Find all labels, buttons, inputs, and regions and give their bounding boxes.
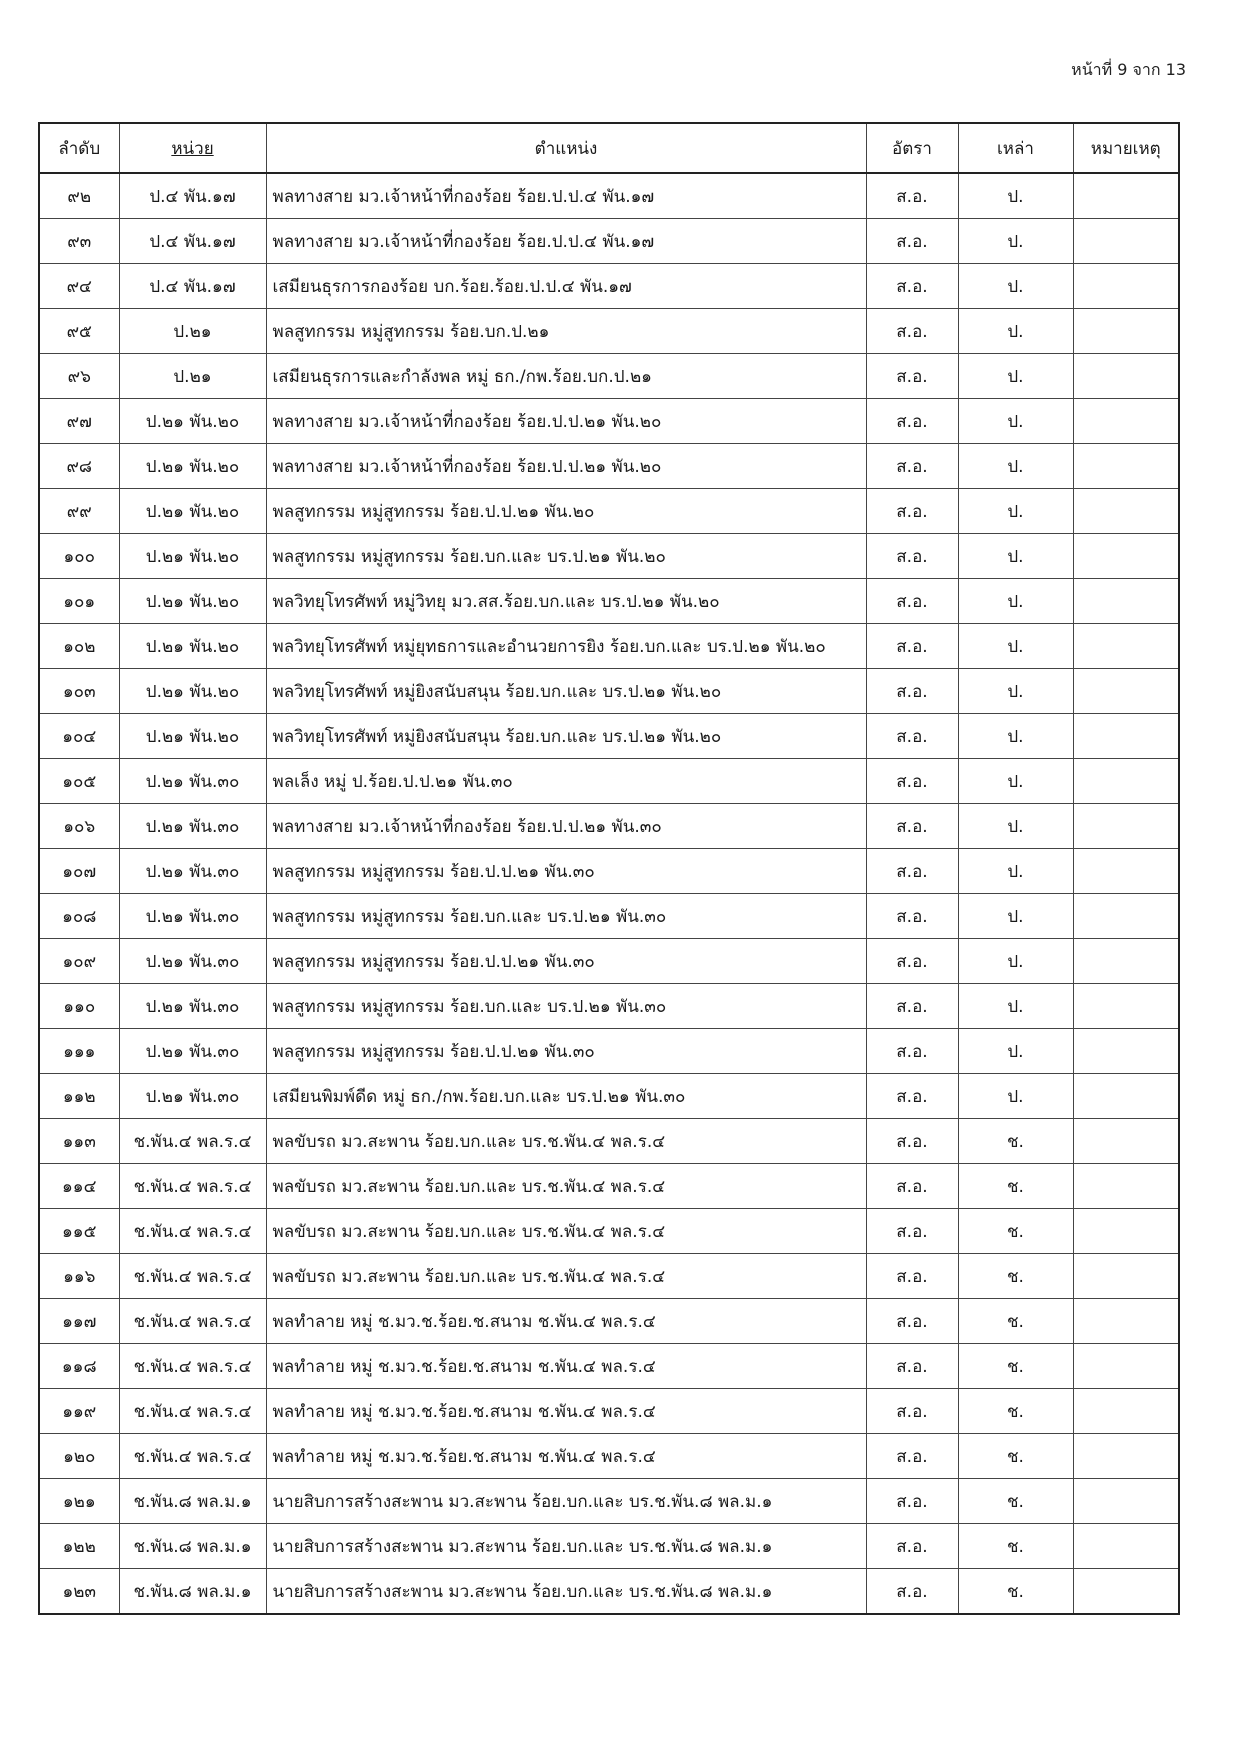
cell-position: พลสูทกรรม หมู่สูทกรรม ร้อย.ป.ป.๒๑ พัน.๓๐ — [266, 849, 866, 894]
cell-note — [1073, 399, 1179, 444]
cell-branch: ช. — [958, 1254, 1073, 1299]
cell-unit: ช.พัน.๔ พล.ร.๔ — [119, 1254, 266, 1299]
cell-seq: ๙๗ — [39, 399, 119, 444]
cell-note — [1073, 1119, 1179, 1164]
cell-branch: ช. — [958, 1344, 1073, 1389]
cell-unit: ป.๔ พัน.๑๗ — [119, 264, 266, 309]
cell-note — [1073, 1434, 1179, 1479]
cell-unit: ช.พัน.๘ พล.ม.๑ — [119, 1569, 266, 1615]
cell-note — [1073, 354, 1179, 399]
table-body — [39, 173, 1179, 1614]
cell-seq: ๑๐๗ — [39, 849, 119, 894]
cell-unit: ป.๒๑ พัน.๒๐ — [119, 489, 266, 534]
cell-position: พลทำลาย หมู่ ช.มว.ช.ร้อย.ช.สนาม ช.พัน.๔ พล.ร.๔ — [266, 1434, 866, 1479]
cell-rate: ส.อ. — [866, 1029, 958, 1074]
cell-unit: ป.๒๑ พัน.๒๐ — [119, 669, 266, 714]
cell-seq: ๙๘ — [39, 444, 119, 489]
cell-position: พลทำลาย หมู่ ช.มว.ช.ร้อย.ช.สนาม ช.พัน.๔ พล.ร.๔ — [266, 1389, 866, 1434]
cell-seq: ๑๑๘ — [39, 1344, 119, 1389]
cell-unit: ช.พัน.๔ พล.ร.๔ — [119, 1299, 266, 1344]
table-row — [39, 489, 1179, 534]
cell-rate: ส.อ. — [866, 1524, 958, 1569]
cell-unit: ช.พัน.๔ พล.ร.๔ — [119, 1119, 266, 1164]
page-number: หน้าที่ 9 จาก 13 — [1071, 60, 1186, 79]
table-row — [39, 1344, 1179, 1389]
cell-unit: ช.พัน.๔ พล.ร.๔ — [119, 1434, 266, 1479]
table-row — [39, 849, 1179, 894]
table-row — [39, 1074, 1179, 1119]
header-unit — [119, 123, 266, 173]
cell-branch: ช. — [958, 1389, 1073, 1434]
cell-seq: ๑๒๑ — [39, 1479, 119, 1524]
cell-position: พลสูทกรรม หมู่สูทกรรม ร้อย.ป.ป.๒๑ พัน.๓๐ — [266, 1029, 866, 1074]
cell-note — [1073, 1164, 1179, 1209]
cell-rate: ส.อ. — [866, 984, 958, 1029]
header-branch: เหล่า — [958, 123, 1073, 173]
cell-rate: ส.อ. — [866, 1074, 958, 1119]
cell-position: พลวิทยุโทรศัพท์ หมู่ยิงสนับสนุน ร้อย.บก.และ บร.ป.๒๑ พัน.๒๐ — [266, 669, 866, 714]
table-row — [39, 444, 1179, 489]
cell-unit: ป.๒๑ พัน.๓๐ — [119, 804, 266, 849]
header-seq: ลำดับ — [39, 123, 119, 173]
cell-branch: ป. — [958, 669, 1073, 714]
cell-unit: ป.๒๑ พัน.๓๐ — [119, 849, 266, 894]
cell-position: เสมียนธุรการและกำลังพล หมู่ ธก./กพ.ร้อย.บก.ป.๒๑ — [266, 354, 866, 399]
cell-seq: ๑๐๖ — [39, 804, 119, 849]
table-row — [39, 1434, 1179, 1479]
cell-seq: ๙๒ — [39, 173, 119, 219]
table-row — [39, 399, 1179, 444]
cell-rate: ส.อ. — [866, 219, 958, 264]
cell-branch: ป. — [958, 579, 1073, 624]
cell-note — [1073, 444, 1179, 489]
cell-seq: ๑๑๗ — [39, 1299, 119, 1344]
cell-position: พลวิทยุโทรศัพท์ หมู่ยุทธการและอำนวยการยิง ร้อย.บก.และ บร.ป.๒๑ พัน.๒๐ — [266, 624, 866, 669]
cell-note — [1073, 804, 1179, 849]
cell-rate: ส.อ. — [866, 714, 958, 759]
cell-rate: ส.อ. — [866, 759, 958, 804]
cell-position: พลสูทกรรม หมู่สูทกรรม ร้อย.บก.และ บร.ป.๒๑ พัน.๒๐ — [266, 534, 866, 579]
cell-note — [1073, 219, 1179, 264]
cell-rate: ส.อ. — [866, 1164, 958, 1209]
cell-note — [1073, 1569, 1179, 1615]
cell-position: พลสูทกรรม หมู่สูทกรรม ร้อย.บก.และ บร.ป.๒๑ พัน.๓๐ — [266, 894, 866, 939]
cell-note — [1073, 939, 1179, 984]
cell-position: พลทางสาย มว.เจ้าหน้าที่กองร้อย ร้อย.ป.ป.๔ พัน.๑๗ — [266, 219, 866, 264]
table-row — [39, 624, 1179, 669]
cell-seq: ๑๐๐ — [39, 534, 119, 579]
cell-note — [1073, 1299, 1179, 1344]
cell-position: เสมียนพิมพ์ดีด หมู่ ธก./กพ.ร้อย.บก.และ บร.ป.๒๑ พัน.๓๐ — [266, 1074, 866, 1119]
cell-unit: ช.พัน.๔ พล.ร.๔ — [119, 1344, 266, 1389]
cell-unit: ช.พัน.๔ พล.ร.๔ — [119, 1164, 266, 1209]
cell-unit: ช.พัน.๘ พล.ม.๑ — [119, 1524, 266, 1569]
cell-note — [1073, 264, 1179, 309]
header-position: ตำแหน่ง — [266, 123, 866, 173]
cell-position: พลขับรถ มว.สะพาน ร้อย.บก.และ บร.ช.พัน.๔ พล.ร.๔ — [266, 1164, 866, 1209]
cell-note — [1073, 173, 1179, 219]
cell-unit: ป.๒๑ พัน.๒๐ — [119, 444, 266, 489]
cell-position: พลทางสาย มว.เจ้าหน้าที่กองร้อย ร้อย.ป.ป.๒๑ พัน.๒๐ — [266, 399, 866, 444]
cell-branch: ช. — [958, 1569, 1073, 1615]
cell-rate: ส.อ. — [866, 624, 958, 669]
cell-position: พลขับรถ มว.สะพาน ร้อย.บก.และ บร.ช.พัน.๔ พล.ร.๔ — [266, 1119, 866, 1164]
cell-rate: ส.อ. — [866, 399, 958, 444]
cell-position: พลทำลาย หมู่ ช.มว.ช.ร้อย.ช.สนาม ช.พัน.๔ พล.ร.๔ — [266, 1299, 866, 1344]
cell-seq: ๑๑๒ — [39, 1074, 119, 1119]
cell-branch: ป. — [958, 309, 1073, 354]
cell-seq: ๑๐๙ — [39, 939, 119, 984]
cell-branch: ป. — [958, 444, 1073, 489]
cell-rate: ส.อ. — [866, 1344, 958, 1389]
cell-position: พลสูทกรรม หมู่สูทกรรม ร้อย.ป.ป.๒๑ พัน.๒๐ — [266, 489, 866, 534]
cell-branch: ป. — [958, 173, 1073, 219]
table-header — [39, 123, 1179, 173]
table-row — [39, 1479, 1179, 1524]
table-row — [39, 714, 1179, 759]
cell-note — [1073, 534, 1179, 579]
cell-unit: ป.๔ พัน.๑๗ — [119, 173, 266, 219]
cell-branch: ช. — [958, 1119, 1073, 1164]
cell-unit: ช.พัน.๔ พล.ร.๔ — [119, 1209, 266, 1254]
position-table — [38, 122, 1180, 1615]
cell-unit: ป.๒๑ พัน.๓๐ — [119, 939, 266, 984]
table-row — [39, 264, 1179, 309]
table-row — [39, 759, 1179, 804]
table-row — [39, 1119, 1179, 1164]
cell-seq: ๑๑๙ — [39, 1389, 119, 1434]
cell-rate: ส.อ. — [866, 579, 958, 624]
cell-seq: ๙๔ — [39, 264, 119, 309]
cell-seq: ๑๒๓ — [39, 1569, 119, 1615]
cell-seq: ๑๑๓ — [39, 1119, 119, 1164]
cell-branch: ช. — [958, 1479, 1073, 1524]
cell-unit: ป.๒๑ พัน.๒๐ — [119, 624, 266, 669]
table-row — [39, 1209, 1179, 1254]
cell-unit: ป.๔ พัน.๑๗ — [119, 219, 266, 264]
cell-unit: ป.๒๑ พัน.๒๐ — [119, 714, 266, 759]
cell-note — [1073, 1524, 1179, 1569]
cell-branch: ป. — [958, 894, 1073, 939]
cell-note — [1073, 1074, 1179, 1119]
cell-unit: ป.๒๑ พัน.๒๐ — [119, 579, 266, 624]
cell-rate: ส.อ. — [866, 849, 958, 894]
cell-position: พลเล็ง หมู่ ป.ร้อย.ป.ป.๒๑ พัน.๓๐ — [266, 759, 866, 804]
table-row — [39, 1569, 1179, 1615]
cell-seq: ๑๐๔ — [39, 714, 119, 759]
table-row — [39, 669, 1179, 714]
cell-unit: ป.๒๑ พัน.๓๐ — [119, 1074, 266, 1119]
table-row — [39, 1029, 1179, 1074]
cell-rate: ส.อ. — [866, 534, 958, 579]
cell-position: พลทางสาย มว.เจ้าหน้าที่กองร้อย ร้อย.ป.ป.๒๑ พัน.๒๐ — [266, 444, 866, 489]
cell-rate: ส.อ. — [866, 1209, 958, 1254]
cell-rate: ส.อ. — [866, 894, 958, 939]
cell-branch: ช. — [958, 1299, 1073, 1344]
cell-note — [1073, 894, 1179, 939]
cell-rate: ส.อ. — [866, 669, 958, 714]
cell-seq: ๑๐๑ — [39, 579, 119, 624]
table-row — [39, 1254, 1179, 1299]
cell-branch: ป. — [958, 759, 1073, 804]
cell-unit: ป.๒๑ พัน.๓๐ — [119, 1029, 266, 1074]
cell-position: พลวิทยุโทรศัพท์ หมู่ยิงสนับสนุน ร้อย.บก.และ บร.ป.๒๑ พัน.๒๐ — [266, 714, 866, 759]
cell-note — [1073, 1254, 1179, 1299]
cell-position: นายสิบการสร้างสะพาน มว.สะพาน ร้อย.บก.และ บร.ช.พัน.๘ พล.ม.๑ — [266, 1479, 866, 1524]
cell-unit: ป.๒๑ — [119, 309, 266, 354]
cell-unit: ป.๒๑ — [119, 354, 266, 399]
table-row — [39, 894, 1179, 939]
cell-seq: ๑๑๐ — [39, 984, 119, 1029]
cell-seq: ๑๑๑ — [39, 1029, 119, 1074]
table-row — [39, 1164, 1179, 1209]
cell-position: พลสูทกรรม หมู่สูทกรรม ร้อย.บก.ป.๒๑ — [266, 309, 866, 354]
cell-position: พลขับรถ มว.สะพาน ร้อย.บก.และ บร.ช.พัน.๔ พล.ร.๔ — [266, 1254, 866, 1299]
cell-branch: ป. — [958, 624, 1073, 669]
cell-branch: ป. — [958, 1029, 1073, 1074]
cell-note — [1073, 489, 1179, 534]
cell-unit: ป.๒๑ พัน.๒๐ — [119, 399, 266, 444]
table-row — [39, 219, 1179, 264]
cell-branch: ป. — [958, 489, 1073, 534]
header-unit-label: หน่วย — [171, 138, 214, 159]
header-row — [39, 123, 1179, 173]
cell-position: พลทางสาย มว.เจ้าหน้าที่กองร้อย ร้อย.ป.ป.๔ พัน.๑๗ — [266, 173, 866, 219]
cell-position: เสมียนธุรการกองร้อย บก.ร้อย.ร้อย.ป.ป.๔ พัน.๑๗ — [266, 264, 866, 309]
table-row — [39, 804, 1179, 849]
table-row — [39, 984, 1179, 1029]
cell-seq: ๙๓ — [39, 219, 119, 264]
cell-unit: ช.พัน.๘ พล.ม.๑ — [119, 1479, 266, 1524]
cell-position: พลสูทกรรม หมู่สูทกรรม ร้อย.บก.และ บร.ป.๒๑ พัน.๓๐ — [266, 984, 866, 1029]
cell-note — [1073, 579, 1179, 624]
table-row — [39, 534, 1179, 579]
cell-branch: ป. — [958, 804, 1073, 849]
cell-note — [1073, 759, 1179, 804]
cell-seq: ๑๒๒ — [39, 1524, 119, 1569]
cell-branch: ช. — [958, 1209, 1073, 1254]
cell-rate: ส.อ. — [866, 1569, 958, 1615]
cell-seq: ๑๑๖ — [39, 1254, 119, 1299]
cell-rate: ส.อ. — [866, 444, 958, 489]
header-rate: อัตรา — [866, 123, 958, 173]
table-row — [39, 1299, 1179, 1344]
cell-branch: ช. — [958, 1524, 1073, 1569]
cell-rate: ส.อ. — [866, 1254, 958, 1299]
cell-unit: ป.๒๑ พัน.๒๐ — [119, 534, 266, 579]
cell-note — [1073, 309, 1179, 354]
header-note: หมายเหตุ — [1073, 123, 1179, 173]
cell-note — [1073, 849, 1179, 894]
cell-rate: ส.อ. — [866, 804, 958, 849]
cell-seq: ๑๑๕ — [39, 1209, 119, 1254]
cell-seq: ๑๐๕ — [39, 759, 119, 804]
cell-note — [1073, 1029, 1179, 1074]
cell-position: พลวิทยุโทรศัพท์ หมู่วิทยุ มว.สส.ร้อย.บก.และ บร.ป.๒๑ พัน.๒๐ — [266, 579, 866, 624]
cell-note — [1073, 624, 1179, 669]
table-row — [39, 1524, 1179, 1569]
cell-branch: ป. — [958, 264, 1073, 309]
cell-seq: ๑๑๔ — [39, 1164, 119, 1209]
cell-rate: ส.อ. — [866, 173, 958, 219]
cell-branch: ป. — [958, 849, 1073, 894]
cell-seq: ๙๖ — [39, 354, 119, 399]
cell-seq: ๑๒๐ — [39, 1434, 119, 1479]
cell-rate: ส.อ. — [866, 1299, 958, 1344]
cell-note — [1073, 1479, 1179, 1524]
cell-seq: ๑๐๒ — [39, 624, 119, 669]
cell-position: นายสิบการสร้างสะพาน มว.สะพาน ร้อย.บก.และ บร.ช.พัน.๘ พล.ม.๑ — [266, 1524, 866, 1569]
cell-note — [1073, 669, 1179, 714]
cell-unit: ป.๒๑ พัน.๓๐ — [119, 894, 266, 939]
cell-position: พลขับรถ มว.สะพาน ร้อย.บก.และ บร.ช.พัน.๔ พล.ร.๔ — [266, 1209, 866, 1254]
cell-rate: ส.อ. — [866, 309, 958, 354]
cell-position: พลทางสาย มว.เจ้าหน้าที่กองร้อย ร้อย.ป.ป.๒๑ พัน.๓๐ — [266, 804, 866, 849]
cell-position: พลทำลาย หมู่ ช.มว.ช.ร้อย.ช.สนาม ช.พัน.๔ พล.ร.๔ — [266, 1344, 866, 1389]
cell-branch: ช. — [958, 1164, 1073, 1209]
cell-position: นายสิบการสร้างสะพาน มว.สะพาน ร้อย.บก.และ บร.ช.พัน.๘ พล.ม.๑ — [266, 1569, 866, 1615]
cell-rate: ส.อ. — [866, 354, 958, 399]
cell-unit: ช.พัน.๔ พล.ร.๔ — [119, 1389, 266, 1434]
cell-unit: ป.๒๑ พัน.๓๐ — [119, 759, 266, 804]
cell-seq: ๙๕ — [39, 309, 119, 354]
cell-rate: ส.อ. — [866, 1434, 958, 1479]
table-row — [39, 579, 1179, 624]
cell-note — [1073, 1344, 1179, 1389]
table-row — [39, 309, 1179, 354]
table-row — [39, 173, 1179, 219]
cell-branch: ป. — [958, 399, 1073, 444]
cell-note — [1073, 984, 1179, 1029]
cell-rate: ส.อ. — [866, 939, 958, 984]
cell-branch: ป. — [958, 939, 1073, 984]
cell-rate: ส.อ. — [866, 489, 958, 534]
cell-seq: ๙๙ — [39, 489, 119, 534]
cell-branch: ป. — [958, 984, 1073, 1029]
cell-seq: ๑๐๘ — [39, 894, 119, 939]
cell-rate: ส.อ. — [866, 264, 958, 309]
cell-note — [1073, 1389, 1179, 1434]
cell-branch: ป. — [958, 354, 1073, 399]
cell-rate: ส.อ. — [866, 1119, 958, 1164]
cell-unit: ป.๒๑ พัน.๓๐ — [119, 984, 266, 1029]
cell-branch: ป. — [958, 219, 1073, 264]
table-row — [39, 939, 1179, 984]
table-row — [39, 1389, 1179, 1434]
cell-seq: ๑๐๓ — [39, 669, 119, 714]
cell-branch: ป. — [958, 714, 1073, 759]
cell-rate: ส.อ. — [866, 1479, 958, 1524]
cell-branch: ป. — [958, 534, 1073, 579]
cell-note — [1073, 1209, 1179, 1254]
cell-rate: ส.อ. — [866, 1389, 958, 1434]
cell-position: พลสูทกรรม หมู่สูทกรรม ร้อย.ป.ป.๒๑ พัน.๓๐ — [266, 939, 866, 984]
cell-branch: ป. — [958, 1074, 1073, 1119]
cell-note — [1073, 714, 1179, 759]
position-table-container — [38, 122, 1178, 1615]
cell-branch: ช. — [958, 1434, 1073, 1479]
table-row — [39, 354, 1179, 399]
